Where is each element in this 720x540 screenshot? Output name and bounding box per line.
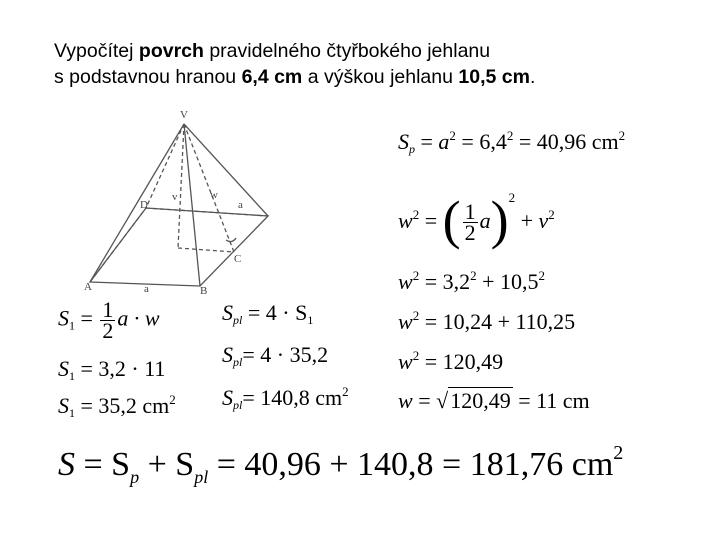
equation-w-formula: $w^2$ = ( $\frac{1}{2}$ $a)^2 + v^2$ [398,189,555,250]
equation-sp: $S_p = a^2 = 6,4^2 = 40,96$ $cm^2$ [398,128,626,156]
task-line-1 [54,38,694,64]
equation-s1-result: $S_1 = 35,2$ $cm^2$ [58,392,176,420]
task-edge-value: 6,4 cm [241,66,303,88]
label-apothem-w: w [210,189,218,201]
equation-total: $S = S_p + S_{pl} = 40,96 + 140,8 = 181,76$ $cm^2$ [58,442,624,487]
label-vertex-c: C [234,253,242,265]
equation-spl-result: $S_{pl}= 140,8$ $cm^2$ [222,384,349,412]
equation-spl-step: $S_{pl}= 4 \cdot 35,2$ [222,342,329,369]
equation-s1-formula: $S_1$ = $\frac{1}{2}$ a · w [58,297,160,343]
task-keyword-surface: povrch [138,40,204,62]
label-height-v: v [172,191,178,203]
equation-w-step3: $w^2 = 120,49$ [398,348,504,374]
label-apex: V [180,109,188,121]
task-line-2 [54,64,694,90]
equation-spl-formula: $S_{pl} = 4 \cdot S_1$ [222,300,314,327]
equation-w-step2: $w^2 = 10,24 + 110,25$ [398,308,576,334]
task-text: . [529,66,536,88]
label-base-a: a [238,199,243,211]
task-height-value: 10,5 cm [458,66,530,88]
label-vertex-b: B [200,285,208,294]
label-vertex-d: D [140,199,148,211]
label-edge-a: a [144,283,149,294]
pyramid-diagram [84,104,284,294]
task-statement [54,38,694,90]
label-vertex-a: A [84,281,92,293]
equation-s1-step: $S_1 = 3,2 \cdot 11$ [58,356,166,383]
equation-w-result: w = √120,49 = 11 cm [398,388,590,413]
equation-w-step1: $w^2 = 3,2^2 + 10,5^2$ [398,268,546,294]
task-text: s podstavnou hranou [54,66,242,88]
task-text: a výškou jehlanu [302,66,459,88]
task-text: pravidelného čtyřbokého jehlanu [203,40,491,62]
task-text: Vypočítej [54,40,139,62]
